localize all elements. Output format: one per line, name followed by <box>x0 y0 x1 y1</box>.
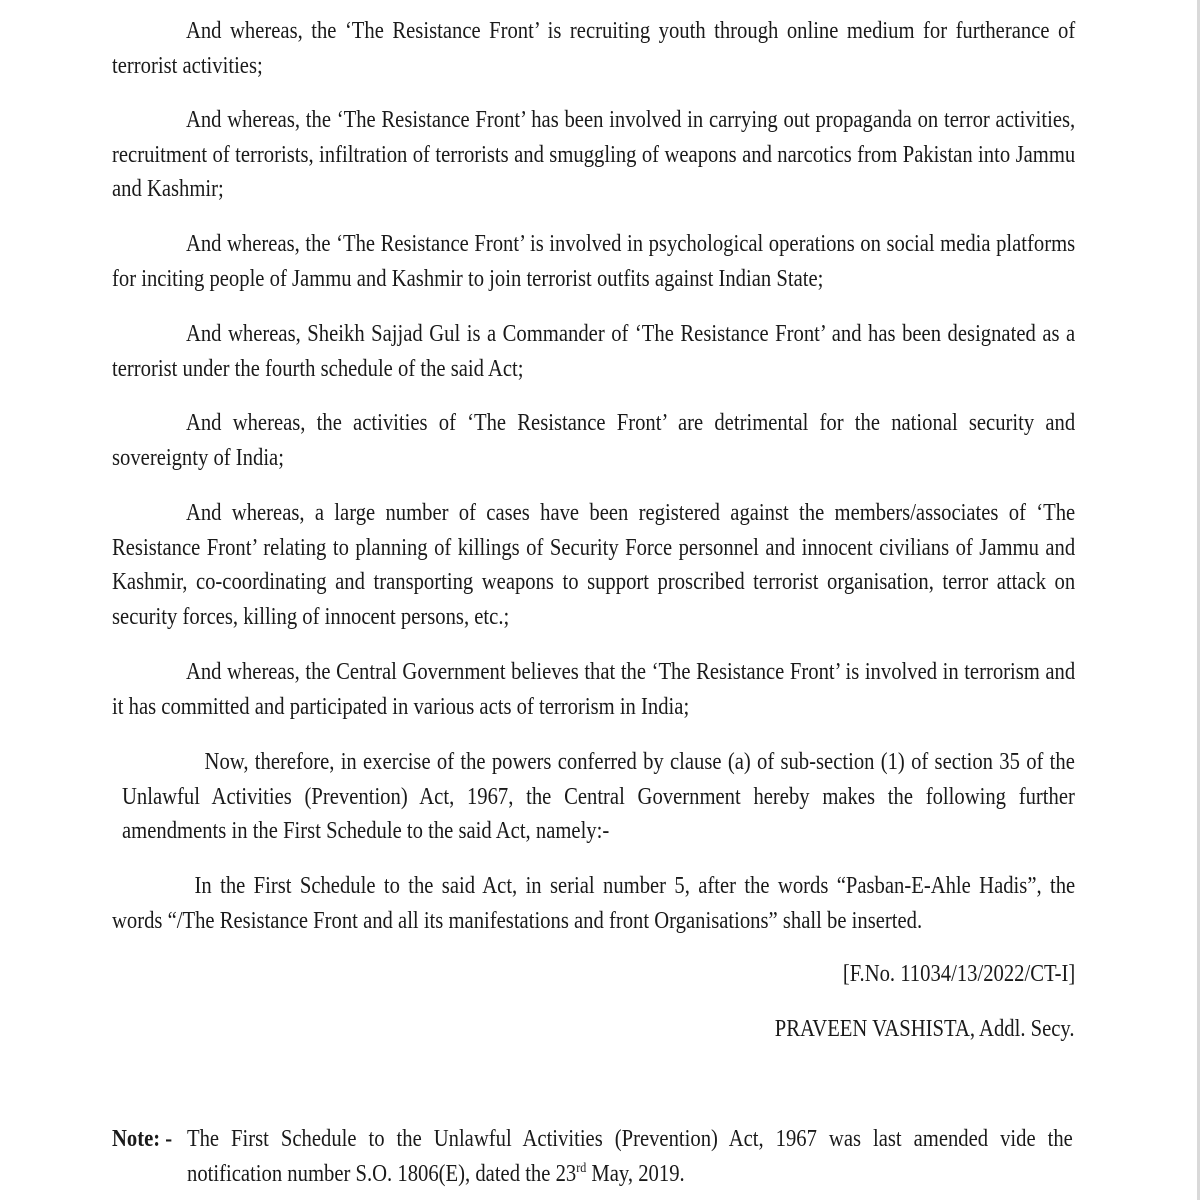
note-text-main: The First Schedule to the Unlawful Activities (Prevention) Act, 1967 was last amended vide the notification number S.O. 1806(E), dated the 23 <box>187 1126 1073 1187</box>
paragraph-government-belief: And whereas, the Central Government believes that the ‘The Resistance Front’ is involved in terrorism and it has committed and participated in various acts of terrorism in India; <box>112 659 1076 720</box>
paragraph-recruiting-youth: And whereas, the ‘The Resistance Front’ is recruiting youth through online medium for furtherance of terrorist activities; <box>112 18 1076 79</box>
note-superscript: rd <box>576 1160 587 1176</box>
paragraph-commander-designation: And whereas, Sheikh Sajjad Gul is a Commander of ‘The Resistance Front’ and has been designated as a terrorist under the fourth schedule of the said Act; <box>112 321 1076 382</box>
paragraph-detrimental-activities: And whereas, the activities of ‘The Resistance Front’ are detrimental for the national security and sovereignty of India; <box>112 410 1076 471</box>
note-text-end: May, 2019. <box>586 1160 685 1187</box>
paragraph-amendment: In the First Schedule to the said Act, in serial number 5, after the words “Pasban-E-Ahle Hadis”, the words “/The Resistance Front and all its manifestations and front Organisations” shall be inserted. <box>112 873 1076 934</box>
signatory: PRAVEEN VASHISTA, Addl. Secy. <box>775 1016 1075 1042</box>
note-text <box>187 1122 1073 1191</box>
paragraph-propaganda: And whereas, the ‘The Resistance Front’ has been involved in carrying out propaganda on terror activities, recruitment of terrorists, infiltration of terrorists and smuggling of weapons and narcotics from Pakistan into Jammu and Kashmir; <box>112 107 1076 202</box>
paragraph-registered-cases: And whereas, a large number of cases have been registered against the members/associates of ‘The Resistance Front’ relating to planning of killings of Security Force personnel and innocent civilians of Jammu and Kashmir, co-coordinating and transporting weapons to support proscribed terrorist organisation, terror attack on security forces, killing of innocent persons, etc.; <box>112 500 1076 630</box>
paragraph-operative-clause: Now, therefore, in exercise of the powers conferred by clause (a) of sub-section (1) of section 35 of the Unlawful Activities (Prevention) Act, 1967, the Central Government hereby makes the following further amendments in the First Schedule to the said Act, namely:- <box>122 749 1075 844</box>
paragraph-psychological-operations: And whereas, the ‘The Resistance Front’ is involved in psychological operations on social media platforms for inciting people of Jammu and Kashmir to join terrorist outfits against Indian State; <box>112 231 1076 292</box>
file-number: [F.No. 11034/13/2022/CT-I] <box>842 961 1075 987</box>
note-label: Note: - <box>112 1126 173 1152</box>
